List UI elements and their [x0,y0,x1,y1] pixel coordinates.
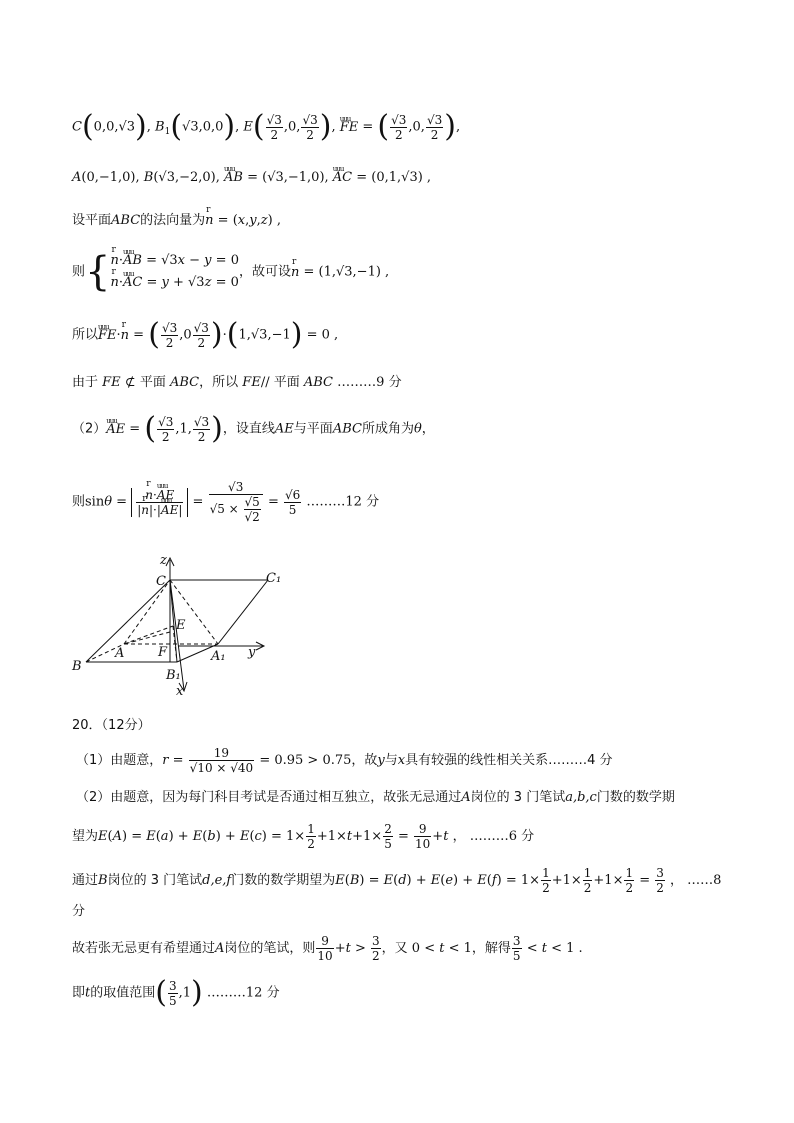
label-y: y [248,645,256,660]
label-C: C [156,574,166,589]
line-8: 则sinθ = r $\frac{\text{n·uuu AE}}{\text{|r n|·|uuu AE|}}$ = √3 √5 × $\frac{√5}{√2}$ = $\frac{√6}{5}$ ………12 分 [72,480,379,524]
q20-title: 20．（12分） [72,718,151,733]
q20-part2b: 望为E(A) = E(a) + E(b) + E(c) = 1× $\frac{1}{2}$ +1×t+1× $\frac{2}{5}$ = $\frac{9}{10}$ +t ， ………6 分 [72,822,535,851]
q20-part2d: 分 [72,904,86,919]
label-E: E [176,618,186,633]
q20-part2c: 通过B岗位的 3 门笔试d,e,f门数的数学期望为E(B) = E(d) + E(e) + E(f) = 1× $\frac{1}{2}$ +1× $\frac{1}{2}$ +1× $\frac{1}{2}$ = $\frac{3}{2}$ ， ……8 [72,866,722,895]
q20-part2f: 即t的取值范围( $\frac{3}{5}$ ,1) ………12 分 [72,975,280,1010]
label-F: F [158,645,168,660]
label-x: x [176,684,184,699]
label-A1: A₁ [211,649,226,664]
line-3: 设平面ABC的法向量为r n = (x,y,z) , [72,211,281,231]
q20-part1: （1）由题意，r = $\frac{19}{√10 \times √40}$ = 0.95 > 0.75，故y与x具有较强的线性相关关系………4 分 [76,746,613,775]
geometry-figure [68,552,298,702]
line-4: 则{ r n·uuu AB = √3x − y = 0 r n·uuu AC = y + √3z = 0 ，故可设r n = (1,√3,−1) , [72,250,389,294]
line-7: （2）uuu AE = ( $\frac{√3}{2}$ ,1, $\frac{√3}{2}$ )，设直线AE与平面ABC所成角为θ， [72,414,435,444]
label-A: A [115,646,125,661]
line-5: 所以uuu FE·r n = ( $\frac{√3}{2}$ ,0 $\frac{√3}{2}$ )·(1,√3,−1) = 0 , [72,320,338,350]
line-6: 由于 FE ⊄ 平面 ABC，所以 FE// 平面 ABC ………9 分 [72,375,402,390]
line-2: A(0,−1,0), B(√3,−2,0), uuu AB = (√3,−1,0), uuu AC = (0,1,√3) , [72,168,431,188]
label-B: B [72,659,82,674]
line-1: C(0,0,√3), $B_1(√3,0,0)$, E( $\frac{√3}{2}$ ,0, $\frac{√3}{2}$ ), uuu FE = ( $\frac{√3}{2}$ ,0, $\frac{√3}{2}$ ), [72,112,460,142]
q20-part2a: （2）由题意，因为每门科目考试是否通过相互独立，故张无忌通过A岗位的 3 门笔试a,b,c门数的数学期 [76,790,675,805]
q20-part2e: 故若张无忌更有希望通过A岗位的笔试，则 $\frac{9}{10}$ +t > $\frac{3}{2}$ ，又 0 < t < 1，解得 $\frac{3}{5}$ < t < 1 . [72,934,583,963]
label-B1: B₁ [166,668,181,683]
label-z: z [160,553,167,568]
label-C1: C₁ [266,571,282,586]
